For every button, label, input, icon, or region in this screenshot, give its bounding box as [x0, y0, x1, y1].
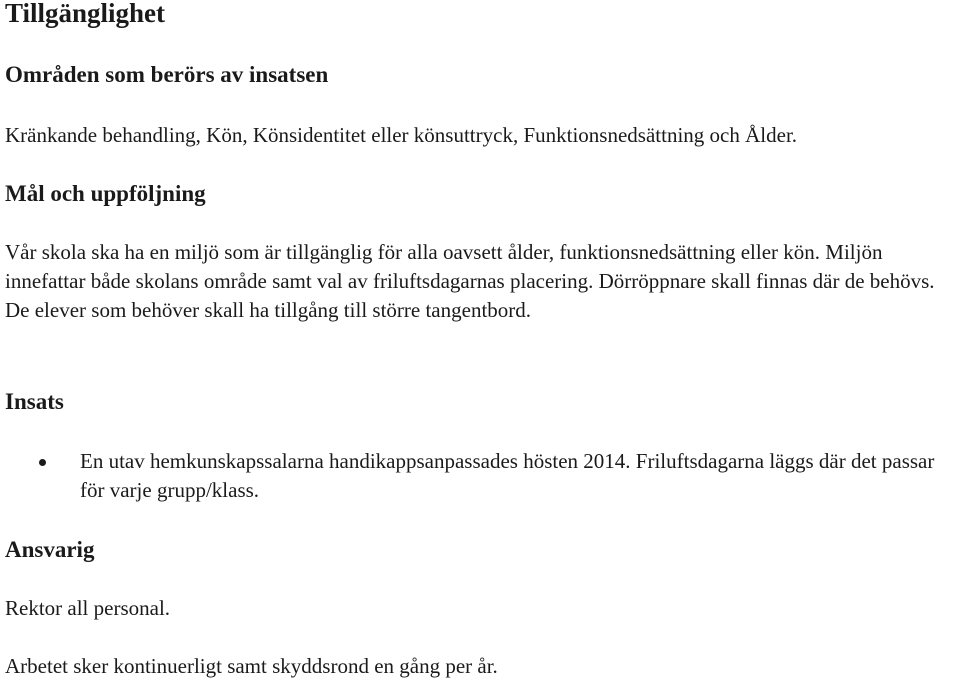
list-item-text: En utav hemkunskapssalarna handikappsanpassades hösten 2014. Friluftsdagarna läggs där det passar för varje grupp/klass. [80, 449, 935, 502]
action-heading: Insats [5, 389, 64, 414]
action-list [5, 447, 950, 505]
areas-heading: Områden som berörs av insatsen [5, 62, 329, 87]
responsible-heading: Ansvarig [5, 537, 95, 562]
closing-text: Arbetet sker kontinuerligt samt skyddsrond en gång per år. [5, 654, 498, 678]
list-item [5, 447, 950, 505]
areas-text: Kränkande behandling, Kön, Könsidentitet eller könsuttryck, Funktionsnedsättning och Ålder. [5, 123, 798, 147]
goals-text: Vår skola ska ha en miljö som är tillgänglig för alla oavsett ålder, funktionsnedsättning eller kön. Miljön innefattar både skolans område samt val av friluftsdagarnas placering. Dörröppnare skall finnas där de behövs. De elever som behöver skall ha tillgång till större tangentbord. [5, 240, 935, 322]
goals-heading: Mål och uppföljning [5, 181, 206, 206]
responsible-text: Rektor all personal. [5, 596, 171, 620]
bullet-icon [39, 459, 46, 466]
page-title: Tillgänglighet [5, 0, 166, 28]
